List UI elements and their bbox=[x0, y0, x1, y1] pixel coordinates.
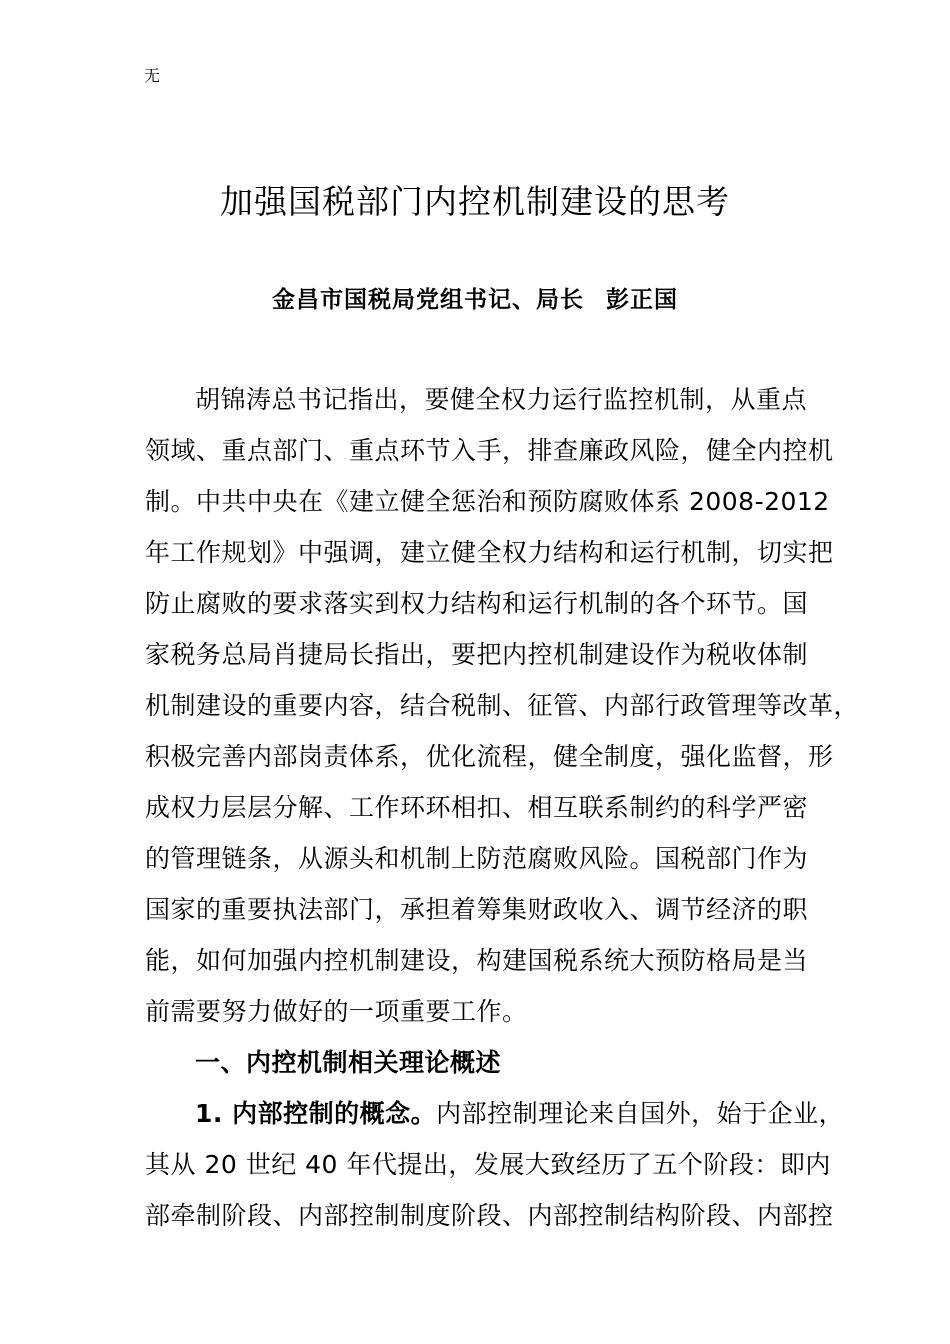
section-heading: 一、内控机制相关理论概述 bbox=[195, 1048, 502, 1077]
paragraph-line: 年工作规划》中强调，建立健全权力结构和运行机制，切实把 bbox=[145, 538, 834, 567]
paragraph-line: 胡锦涛总书记指出，要健全权力运行监控机制，从重点 bbox=[195, 385, 808, 414]
subsection-first-line bbox=[145, 1092, 845, 1143]
paragraph-line: 其从 20 世纪 40 年代提出，发展大致经历了五个阶段：即内 bbox=[145, 1150, 831, 1179]
paragraph-line: 部牵制阶段、内部控制制度阶段、内部控制结构阶段、内部控 bbox=[145, 1201, 834, 1230]
author-line bbox=[0, 284, 950, 316]
paragraph-line: 能，如何加强内控机制建设，构建国税系统大预防格局是当 bbox=[145, 946, 809, 975]
author-affiliation: 金昌市国税局党组书记、局长 bbox=[272, 287, 584, 313]
paragraph-line: 防止腐败的要求落实到权力结构和运行机制的各个环节。国 bbox=[145, 589, 809, 618]
paragraph-line: 国家的重要执法部门，承担着筹集财政收入、调节经济的职 bbox=[145, 895, 809, 924]
page-header-mark: 无 bbox=[144, 66, 161, 85]
paragraph-line: 机制建设的重要内容，结合税制、征管、内部行政管理等改革， bbox=[145, 691, 860, 720]
paragraph-line: 积极完善内部岗责体系，优化流程，健全制度，强化监督，形 bbox=[145, 742, 834, 771]
author-name: 彭正国 bbox=[606, 287, 678, 313]
subsection-lead: 1. 内部控制的概念。 bbox=[195, 1099, 437, 1128]
paragraph-line: 前需要努力做好的一项重要工作。 bbox=[145, 997, 528, 1026]
paragraph-line: 的管理链条，从源头和机制上防范腐败风险。国税部门作为 bbox=[145, 844, 809, 873]
document-title: 加强国税部门内控机制建设的思考 bbox=[220, 182, 730, 221]
subsection-text: 内部控制理论来自国外，始于企业， bbox=[436, 1099, 845, 1128]
paragraph-line: 领域、重点部门、重点环节入手，排查廉政风险，健全内控机 bbox=[145, 436, 834, 465]
paragraph-line: 家税务总局肖捷局长指出，要把内控机制建设作为税收体制 bbox=[145, 640, 809, 669]
paragraph-line: 制。中共中央在《建立健全惩治和预防腐败体系 2008-2012 bbox=[145, 487, 830, 516]
paragraph-line: 成权力层层分解、工作环环相扣、相互联系制约的科学严密 bbox=[145, 793, 809, 822]
body-text bbox=[145, 378, 860, 1245]
